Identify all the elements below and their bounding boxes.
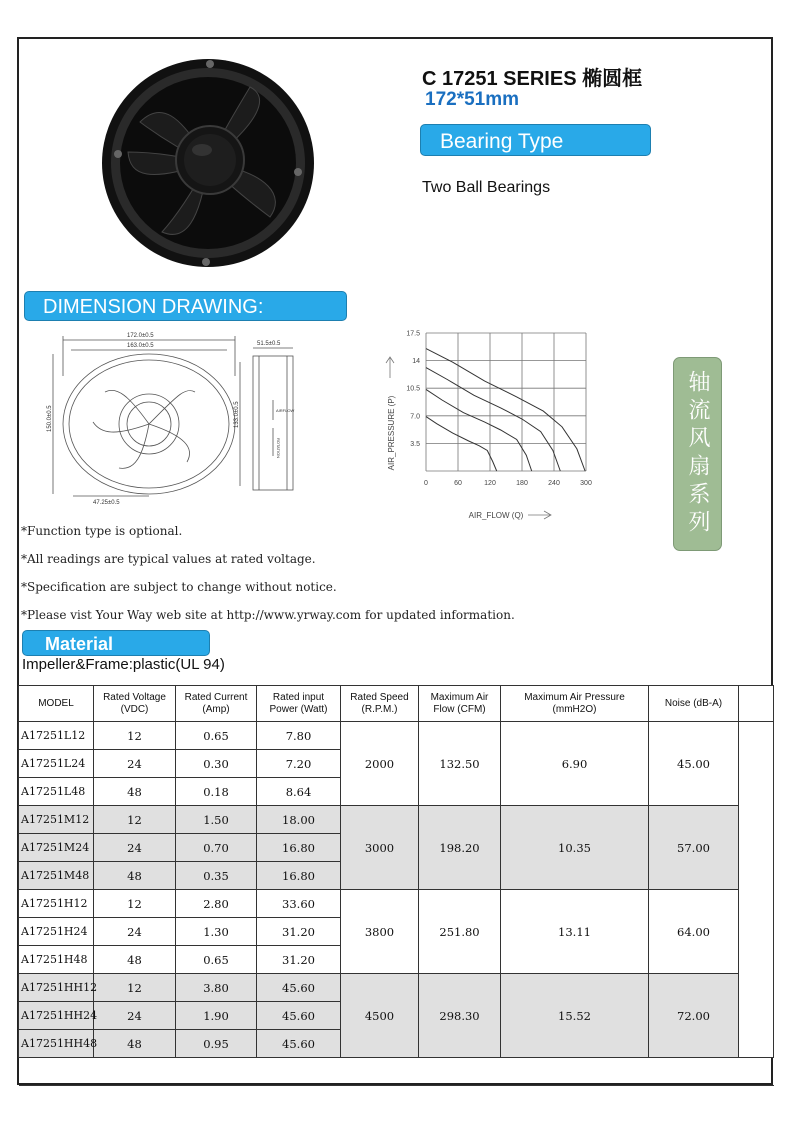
side-tag-text: 轴流风扇系列 [685, 370, 710, 538]
power-cell: 31.20 [257, 918, 341, 946]
chart-grid [426, 333, 586, 471]
voltage-cell: 24 [94, 918, 176, 946]
bearing-type-header: Bearing Type [420, 124, 651, 156]
pressure-cell: 10.35 [501, 806, 649, 890]
voltage-cell: 24 [94, 834, 176, 862]
current-cell: 0.30 [176, 750, 257, 778]
power-cell: 16.80 [257, 862, 341, 890]
note-website: *Please vist Your Way web site at http://www.yrway.com for updated information. [21, 608, 515, 622]
model-cell: A17251HH48 [19, 1030, 94, 1058]
current-cell: 1.50 [176, 806, 257, 834]
x-tick-label: 0 [424, 480, 428, 487]
chart-series [426, 349, 585, 471]
col-header-pressure: Maximum Air Pressure (mmH2O) [501, 686, 649, 722]
voltage-cell: 48 [94, 1030, 176, 1058]
dim-depth-label: 51.5±0.5 [257, 341, 281, 347]
y-tick-label: 17.5 [406, 330, 420, 338]
dim-offset-label: 47.25±0.5 [93, 500, 120, 506]
noise-cell: 64.00 [649, 890, 739, 974]
table-header-row [19, 686, 774, 722]
current-cell: 0.95 [176, 1030, 257, 1058]
speed-cell: 2000 [341, 722, 419, 806]
current-cell: 1.30 [176, 918, 257, 946]
chart-x-axis-label: AIR_FLOW (Q) [468, 511, 524, 520]
table-body [19, 722, 774, 1086]
airflow-cell: 251.80 [419, 890, 501, 974]
power-cell: 7.20 [257, 750, 341, 778]
model-cell: A17251L48 [19, 778, 94, 806]
model-cell: A17251HH24 [19, 1002, 94, 1030]
x-tick-label: 60 [454, 480, 462, 487]
y-tick-label: 3.5 [410, 440, 420, 448]
fan-product-photo [90, 52, 330, 274]
curve-series-3 [426, 368, 560, 471]
airflow-cell: 198.20 [419, 806, 501, 890]
current-cell: 0.70 [176, 834, 257, 862]
voltage-cell: 12 [94, 806, 176, 834]
material-value: Impeller&Frame:plastic(UL 94) [22, 656, 225, 673]
power-cell: 45.60 [257, 1030, 341, 1058]
current-cell: 0.65 [176, 946, 257, 974]
dim-width-label: 172.0±0.5 [127, 333, 154, 339]
speed-cell: 4500 [341, 974, 419, 1058]
power-cell: 8.64 [257, 778, 341, 806]
y-tick-label: 10.5 [406, 385, 420, 393]
voltage-cell: 48 [94, 862, 176, 890]
x-tick-label: 240 [548, 480, 560, 487]
note-spec-change: *Specification are subject to change without notice. [21, 580, 337, 594]
airflow-label: AIRFLOW [276, 408, 295, 413]
x-tick-label: 180 [516, 480, 528, 487]
specification-table [18, 685, 774, 1086]
dimension-drawing [45, 326, 307, 508]
chart-y-axis-label: AIR_PRESSURE (P) [387, 395, 396, 471]
power-cell: 7.80 [257, 722, 341, 750]
model-cell: A17251L24 [19, 750, 94, 778]
material-header: Material [22, 630, 210, 656]
power-cell: 33.60 [257, 890, 341, 918]
x-tick-label: 120 [484, 480, 496, 487]
speed-cell: 3800 [341, 890, 419, 974]
dim-height-label: 150.0±0.5 [47, 405, 53, 432]
col-header-airflow: Maximum Air Flow (CFM) [419, 686, 501, 722]
model-cell: A17251M12 [19, 806, 94, 834]
curve-series-4 [426, 349, 585, 471]
current-cell: 3.80 [176, 974, 257, 1002]
table-footer-row [19, 1058, 774, 1086]
pressure-cell: 15.52 [501, 974, 649, 1058]
table-row [19, 722, 774, 750]
table-row [19, 890, 774, 918]
series-size: 172*51mm [425, 89, 520, 110]
power-cell: 45.60 [257, 974, 341, 1002]
airflow-cell: 132.50 [419, 722, 501, 806]
noise-cell: 45.00 [649, 722, 739, 806]
voltage-cell: 24 [94, 1002, 176, 1030]
chart-axis-arrows [386, 357, 551, 519]
axial-fan-series-tag [673, 357, 722, 551]
voltage-cell: 48 [94, 946, 176, 974]
table-row [19, 974, 774, 1002]
voltage-cell: 12 [94, 974, 176, 1002]
note-function-type: *Function type is optional. [21, 524, 183, 538]
model-cell: A17251HH12 [19, 974, 94, 1002]
noise-cell: 72.00 [649, 974, 739, 1058]
airflow-cell: 298.30 [419, 974, 501, 1058]
pressure-cell: 13.11 [501, 890, 649, 974]
current-cell: 0.18 [176, 778, 257, 806]
series-title: C 17251 SERIES 椭圆框 [422, 68, 643, 90]
table-footer-cell [19, 1058, 774, 1086]
speed-cell: 3000 [341, 806, 419, 890]
col-header-power: Rated input Power (Watt) [257, 686, 341, 722]
noise-cell: 57.00 [649, 806, 739, 890]
current-cell: 0.65 [176, 722, 257, 750]
curve-series-2 [426, 389, 532, 471]
x-tick-label: 300 [580, 480, 592, 487]
col-header-current: Rated Current (Amp) [176, 686, 257, 722]
model-cell: A17251M24 [19, 834, 94, 862]
col-header-blank [739, 686, 774, 722]
model-cell: A17251M48 [19, 862, 94, 890]
model-cell: A17251H48 [19, 946, 94, 974]
dimension-drawing-header: DIMENSION DRAWING: [24, 291, 347, 321]
model-cell: A17251H24 [19, 918, 94, 946]
pressure-cell: 6.90 [501, 722, 649, 806]
bearing-type-value: Two Ball Bearings [422, 179, 551, 196]
rotation-label: ROTATION [276, 438, 281, 459]
model-cell: A17251L12 [19, 722, 94, 750]
model-cell: A17251H12 [19, 890, 94, 918]
performance-curve-chart [378, 323, 600, 523]
voltage-cell: 12 [94, 890, 176, 918]
col-header-model: MODEL [19, 686, 94, 722]
current-cell: 2.80 [176, 890, 257, 918]
power-cell: 18.00 [257, 806, 341, 834]
current-cell: 0.35 [176, 862, 257, 890]
power-cell: 16.80 [257, 834, 341, 862]
power-cell: 45.60 [257, 1002, 341, 1030]
note-typical-values: *All readings are typical values at rated voltage. [21, 552, 316, 566]
blank-column-cell [739, 722, 774, 1058]
y-tick-label: 7.0 [410, 413, 420, 421]
chart-ticks [406, 331, 592, 488]
col-header-speed: Rated Speed (R.P.M.) [341, 686, 419, 722]
dim-inner-height-label: 133.0±0.5 [234, 401, 240, 428]
y-tick-label: 14 [412, 358, 420, 366]
voltage-cell: 12 [94, 722, 176, 750]
dim-inner-width-label: 163.0±0.5 [127, 343, 154, 349]
col-header-voltage: Rated Voltage (VDC) [94, 686, 176, 722]
voltage-cell: 48 [94, 778, 176, 806]
voltage-cell: 24 [94, 750, 176, 778]
col-header-noise: Noise (dB-A) [649, 686, 739, 722]
table-row [19, 806, 774, 834]
power-cell: 31.20 [257, 946, 341, 974]
current-cell: 1.90 [176, 1002, 257, 1030]
